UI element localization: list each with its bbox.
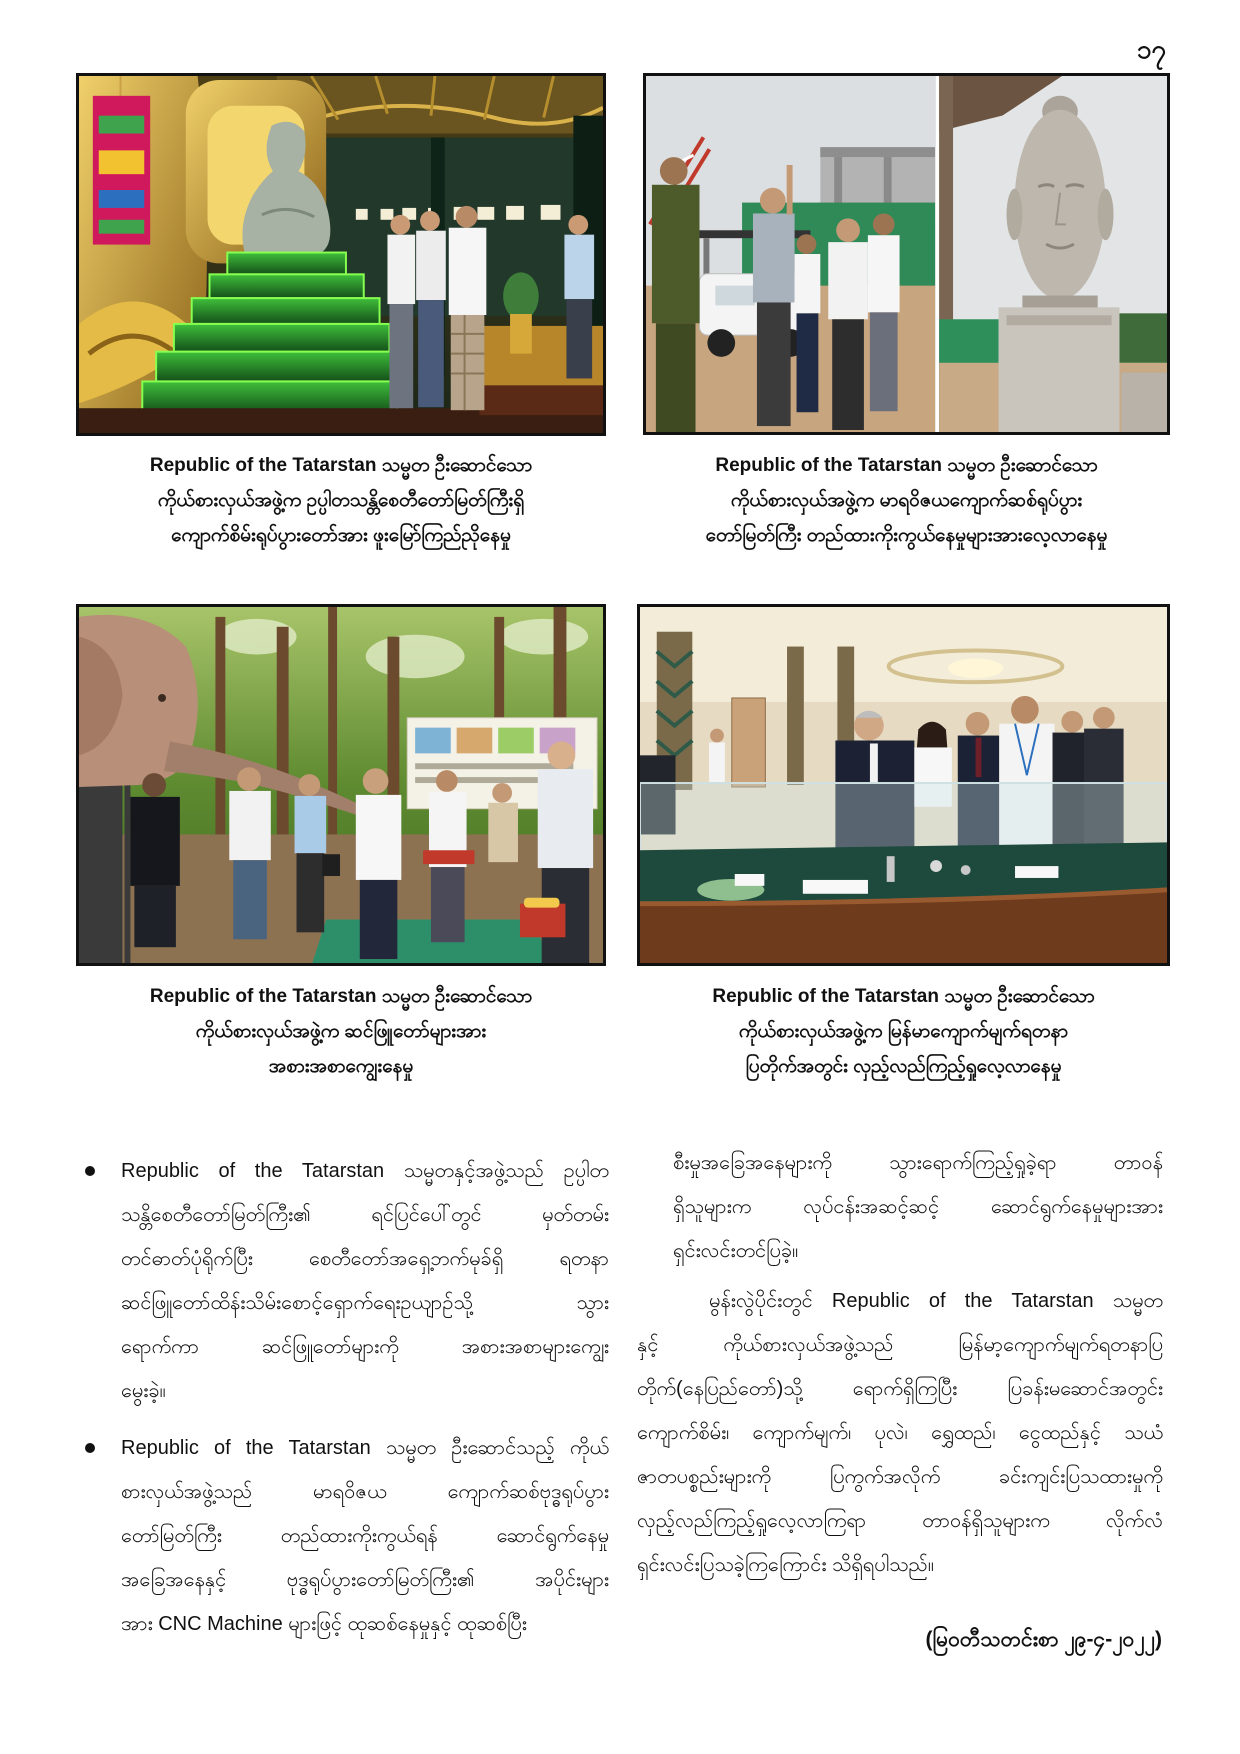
caption-line: ကိုယ်စားလှယ်အဖွဲ့က ဥပ္ပါတသန္တိစေတီတော်မြတ်ကြီးရှိ [157, 490, 525, 511]
body-text-line: Republic of the Tatarstan သမ္မတနှင့်အဖွဲ့သည် ဥပ္ပါတ [121, 1160, 609, 1182]
closing-paragraph [637, 1279, 1163, 1587]
news-source-credit: (မြဝတီသတင်းစာ ၂၉-၄-၂၀၂၂) [925, 1628, 1162, 1651]
caption-line: ကိုယ်စားလှယ်အဖွဲ့က မြန်မာကျောက်မျက်ရတနာ [738, 1021, 1069, 1042]
body-text-line: ရှိသူများက လုပ်ငန်းအဆင့်ဆင့် ဆောင်ရွက်နေမှုများအား [673, 1196, 1163, 1218]
photo-caption [76, 448, 606, 553]
body-text-line: စီးမှုအခြေအနေများကို သွားရောက်ကြည့်ရှုခဲ့ရာ တာဝန် [673, 1152, 1163, 1174]
museum-interior-scene [640, 607, 1167, 963]
page-number: ၁၇ [1136, 35, 1166, 65]
photo-gems-museum [637, 604, 1170, 966]
body-text-line: မွန်းလွဲပိုင်းတွင် Republic of the Tatarstan သမ္မတ [709, 1290, 1163, 1312]
stone-pedestal [999, 296, 1120, 432]
caption-line: အစားအစာကျွေးနေမှု [268, 1056, 414, 1077]
temple-interior-scene [79, 76, 603, 433]
caption-line: ကိုယ်စားလှယ်အဖွဲ့က ဆင်ဖြူတော်များအား [195, 1021, 487, 1042]
bullet-dot [85, 1443, 95, 1453]
body-text-line: ကျောက်စိမ်း၊ ကျောက်မျက်၊ ပုလဲ၊ ရွှေထည်၊ ငွေထည်နှင့် သယံ [637, 1422, 1163, 1444]
bullet-paragraph [121, 1149, 609, 1413]
body-text-line: ရောက်ကာ ဆင်ဖြူတော်များကို အစားအစာများကျွေး [121, 1336, 609, 1358]
photo-caption [76, 979, 606, 1084]
body-text-line: တော်မြတ်ကြီး တည်ထားကိုးကွယ်ရန် ဆောင်ရွက်နေမှု [121, 1525, 609, 1547]
red-cloth-with-bananas [520, 904, 565, 938]
photo-caption [643, 448, 1170, 553]
construction-site-scene [646, 76, 1167, 432]
photo-jade-buddha-temple [76, 73, 606, 436]
body-text-line: တိုက်(နေပြည်တော်)သို့ ရောက်ရှိကြပြီး ပြခန်းမဆောင်အတွင်း [637, 1378, 1163, 1400]
body-text-line: Republic of the Tatarstan သမ္မတ ဦးဆောင်သည့် ကိုယ် [121, 1437, 609, 1459]
body-text-line: စားလှယ်အဖွဲ့သည် မာရဝိဇယ ကျောက်ဆစ်ဗုဒ္ဓရုပ်ပွား [121, 1481, 609, 1503]
hanging-banner [93, 76, 150, 245]
body-text-line: ဇာတပစ္စည်းများကို ပြကွက်အလိုက် ခင်းကျင်းပြသထားမှုကို [637, 1466, 1163, 1488]
display-case [640, 783, 1167, 963]
body-text-line: အား CNC Machine များဖြင့် ထုဆစ်နေမှုနှင့် ထုဆစ်ပြီး [121, 1613, 527, 1635]
caption-line: Republic of the Tatarstan သမ္မတ ဦးဆောင်သော [149, 455, 533, 476]
body-text-line: အခြေအနေနှင့် ဗုဒ္ဓရုပ်ပွားတော်မြတ်ကြီး၏ အပိုင်းများ [121, 1569, 609, 1591]
body-text-line: တင်ဓာတ်ပုံရိုက်ပြီး စေတီတော်အရှေ့ဘက်မုခ်ရှိ ရတနာ [121, 1248, 609, 1270]
caption-line: တော်မြတ်ကြီး တည်ထားကိုးကွယ်နေမှုများအားလေ့လာနေမှု [705, 525, 1108, 546]
caption-line: ပြတိုက်အတွင်း လှည့်လည်ကြည့်ရှုလေ့လာနေမှု [745, 1056, 1062, 1077]
body-text-line: ဆင်ဖြူတော်ထိန်းသိမ်းစောင့်ရှောက်ရေးဥယျာဉ်သို့ သွား [121, 1292, 609, 1314]
body-text-line: သန္တိစေတီတော်မြတ်ကြီး၏ ရင်ပြင်ပေါ်တွင် မှတ်တမ်း [121, 1204, 609, 1226]
caption-line: Republic of the Tatarstan သမ္မတ ဦးဆောင်သော [149, 986, 533, 1007]
photo-stone-buddha-site [643, 73, 1170, 435]
elephant-park-scene [79, 607, 603, 963]
caption-line: ကိုယ်စားလှယ်အဖွဲ့က မာရဝိဇယကျောက်ဆစ်ရုပ်ပွား [730, 490, 1083, 511]
bullet-paragraph [121, 1426, 609, 1646]
caption-line: Republic of the Tatarstan သမ္မတ ဦးဆောင်သော [715, 455, 1098, 476]
body-text-line: မွေးခဲ့။ [121, 1380, 166, 1402]
body-text-line: နှင့် ကိုယ်စားလှယ်အဖွဲ့သည် မြန်မာ့ကျောက်မျက်ရတနာပြ [637, 1334, 1163, 1356]
photo-feeding-elephants [76, 604, 606, 966]
photo-caption [637, 979, 1170, 1084]
caption-line: Republic of the Tatarstan သမ္မတ ဦးဆောင်သော [712, 986, 1095, 1007]
caption-line: ကျောက်စိမ်းရုပ်ပွားတော်အား ဖူးမြော်ကြည်ညိုနေမှု [171, 525, 511, 546]
body-text-line: ရှင်းလင်းတင်ပြခဲ့။ [673, 1240, 799, 1262]
wall-cabinet [732, 698, 766, 787]
bullet-paragraph-continuation [673, 1141, 1163, 1273]
bullet-dot [85, 1166, 95, 1176]
body-text-line: ရှင်းလင်းပြသခဲ့ကြကြောင်း သိရှိရပါသည်။ [637, 1554, 934, 1576]
body-text-line: လှည့်လည်ကြည့်ရှုလေ့လာကြရာ တာဝန်ရှိသူများက လိုက်လံ [637, 1510, 1163, 1532]
